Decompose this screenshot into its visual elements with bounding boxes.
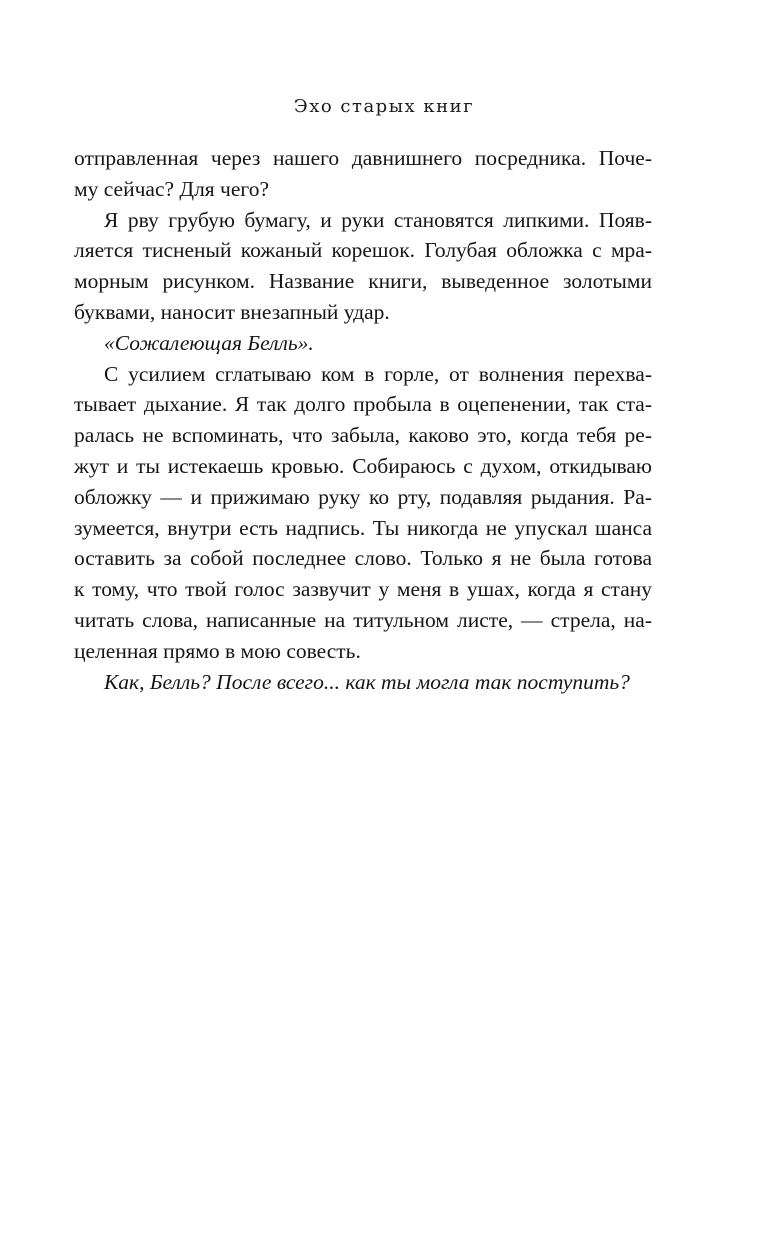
text-line: му сейчас? Для чего? [74,176,269,201]
text-line: обложку — и прижимаю руку ко рту, подавляя рыдания. Ра- [74,484,652,509]
text-line: оставить за собой последнее слово. Только я не была готова [74,546,652,571]
text-line: жут и ты истекаешь кровью. Собираюсь с духом, откидываю [74,453,652,478]
text-line: ралась не вспоминать, что забыла, каково это, когда тебя ре- [74,423,652,448]
text-line: зумеется, внутри есть надпись. Ты никогда не упускал шанса [74,515,652,540]
text-line: ляется тисненый кожаный корешок. Голубая обложка с мра- [74,238,652,263]
text-line: читать слова, написанные на титульном листе, — стрела, на- [74,607,652,632]
text-line: к тому, что твой голос зазвучит у меня в ушах, когда я стану [74,577,652,602]
text-line: отправленная через нашего давнишнего посредника. Поче- [74,146,652,170]
text-line: «Сожалеющая Белль». [104,330,314,355]
text-line: тывает дыхание. Я так долго пробыла в оцепенении, так ста- [74,392,652,417]
text-line: морным рисунком. Название книги, выведенное золотыми [74,269,652,294]
running-head: Эхо старых книг [293,96,475,117]
text-line: Я рву грубую бумагу, и руки становятся липкими. Появ- [104,207,652,232]
text-line: буквами, наносит внезапный удар. [74,299,390,324]
text-line: С усилием сглатываю ком в горле, от волнения перехва- [104,361,652,386]
body-text [74,143,652,697]
text-line: Как, Белль? После всего... как ты могла так поступить? [104,669,630,694]
text-line: целенная прямо в мою совесть. [74,638,361,663]
